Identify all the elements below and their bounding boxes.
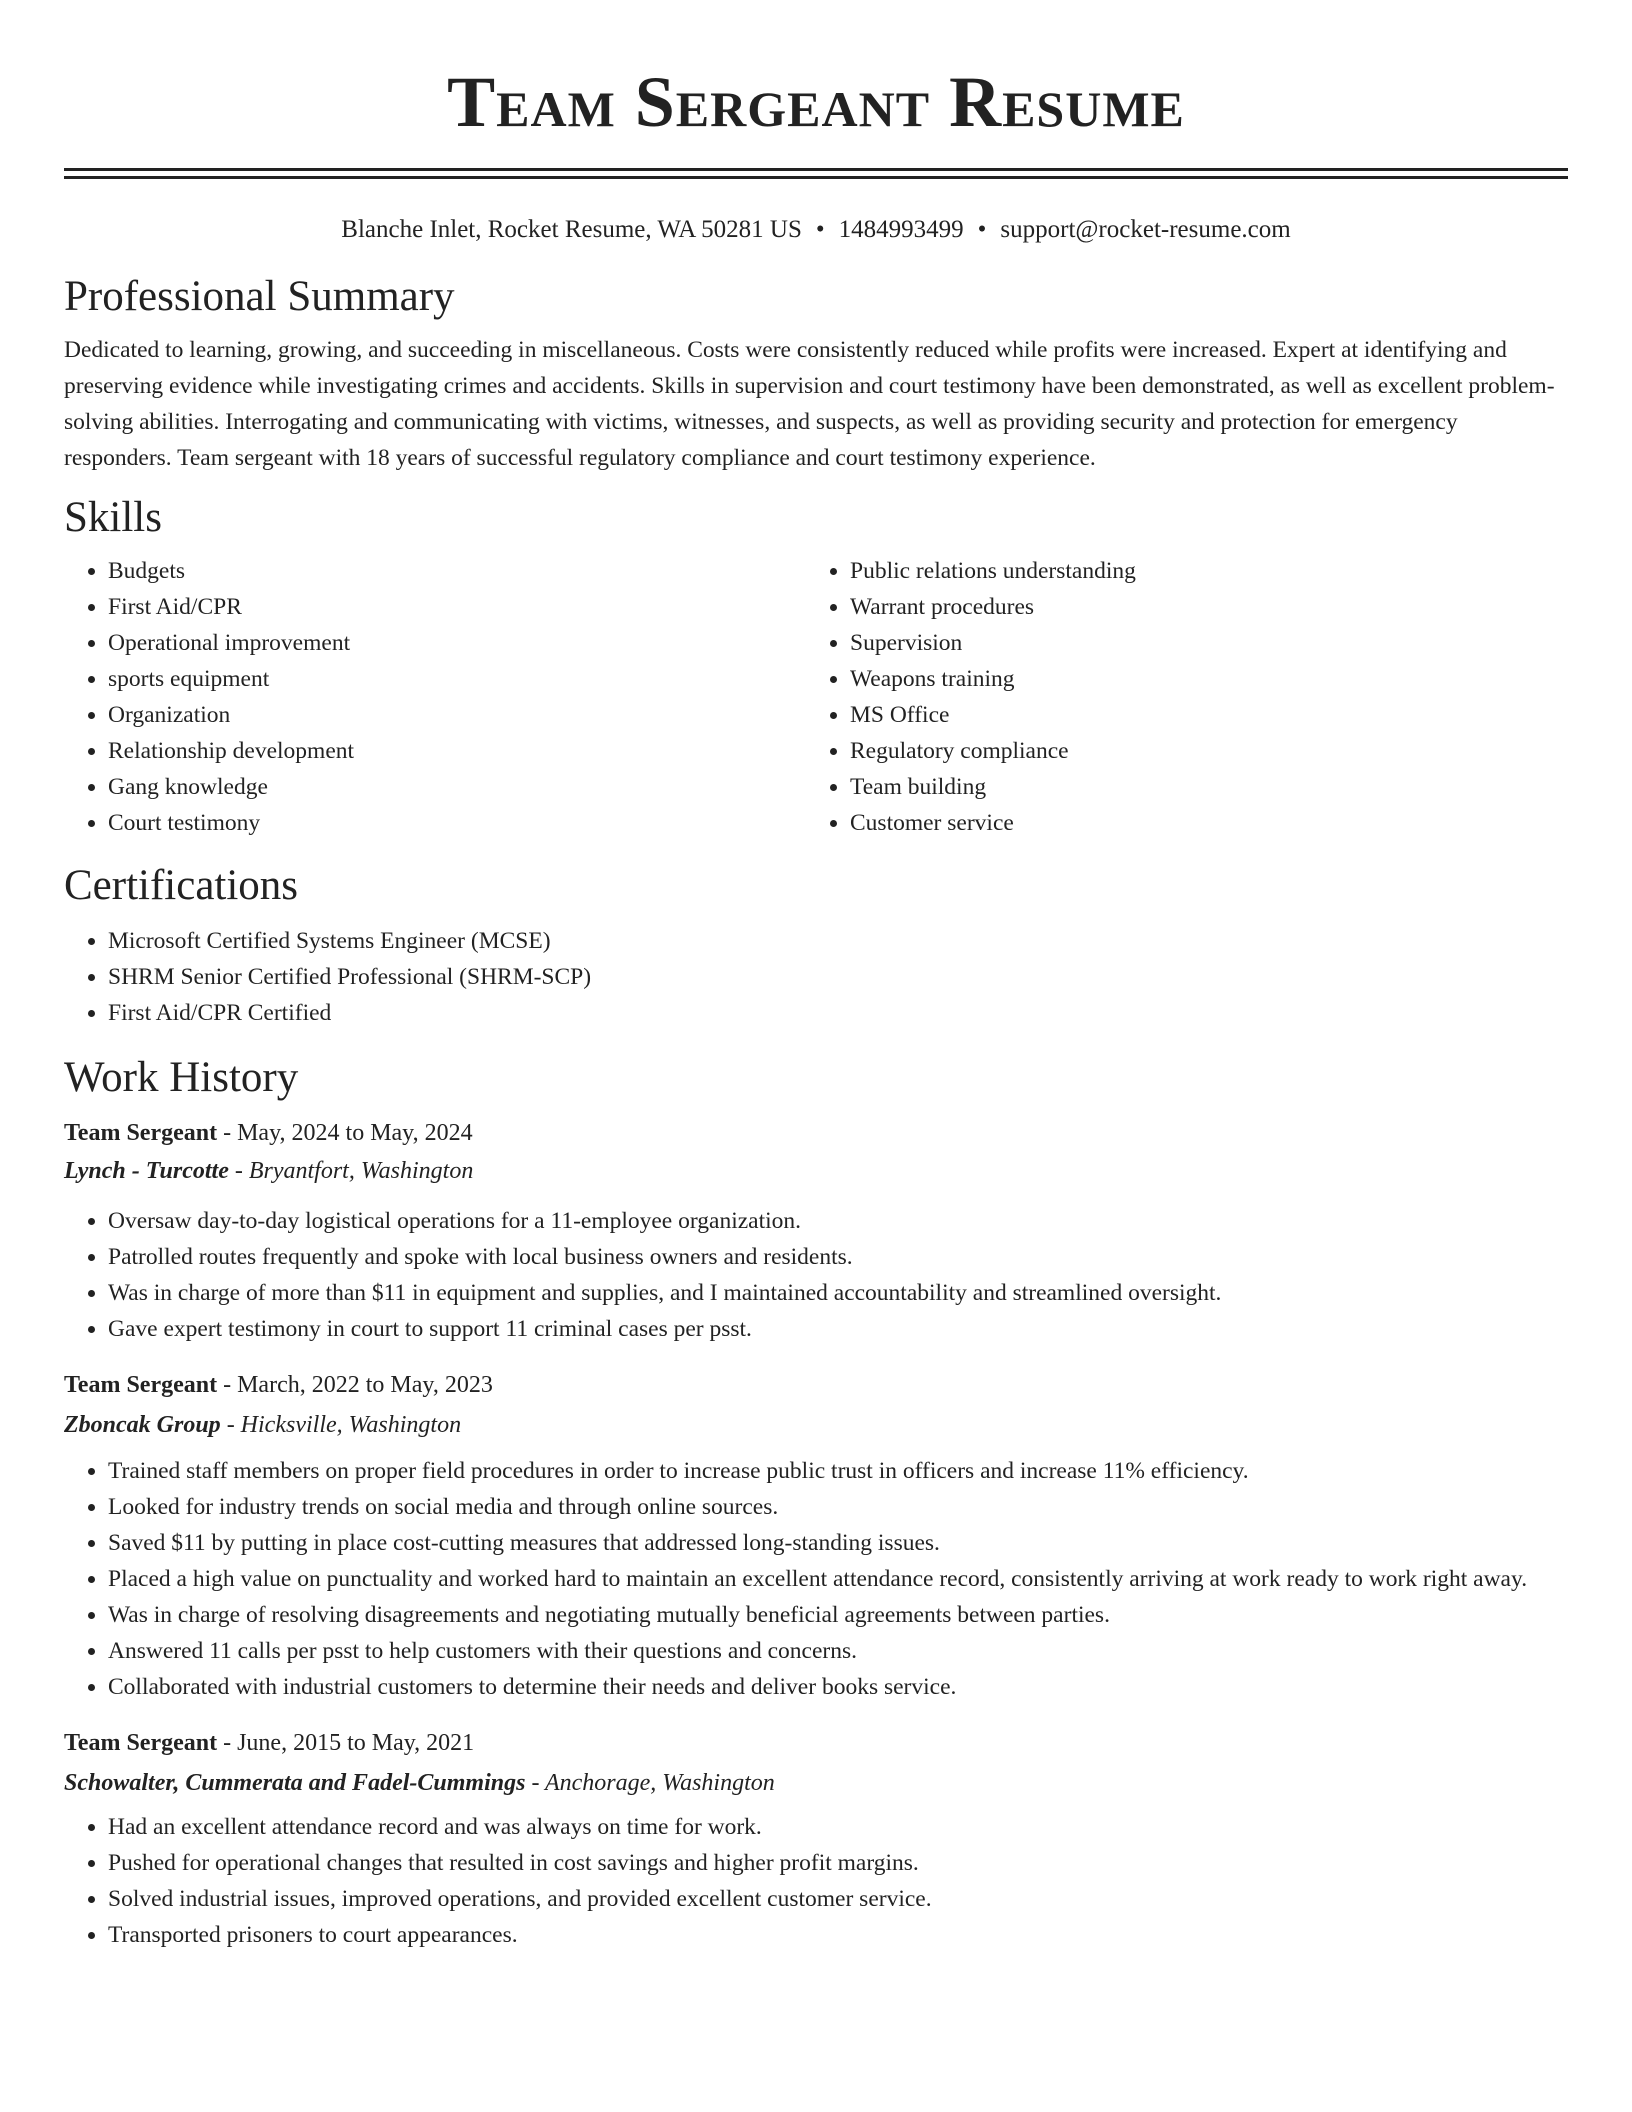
- job-dates: - June, 2015 to May, 2021: [217, 1730, 475, 1756]
- job-duty: • Solved industrial issues, improved operations, and provided excellent customer service.: [108, 1881, 1568, 1917]
- skill-item: • Organization: [108, 697, 806, 733]
- certifications-heading: Certifications: [64, 862, 299, 909]
- title-divider: [64, 168, 1568, 179]
- contact-separator: •: [977, 216, 987, 243]
- job-company-line: [64, 1765, 1568, 1801]
- job-title-line: [64, 1725, 1568, 1761]
- contact-phone: 1484993499: [838, 216, 964, 243]
- work-history-heading: Work History: [64, 1054, 299, 1101]
- skill-item: • MS Office: [850, 697, 1548, 733]
- resume-page: [64, 0, 1568, 1953]
- job-title: Team Sergeant: [64, 1730, 218, 1756]
- job-duty: • Answered 11 calls per psst to help customers with their questions and concerns.: [108, 1633, 1568, 1669]
- contact-address: Blanche Inlet, Rocket Resume, WA 50281 US: [341, 216, 802, 243]
- job-company: Lynch - Turcotte: [64, 1158, 229, 1184]
- job-duty: • Was in charge of more than $11 in equipment and supplies, and I maintained accountability and streamlined oversight.: [108, 1275, 1568, 1311]
- skill-item: • Court testimony: [108, 805, 806, 841]
- job-title: Team Sergeant: [64, 1372, 218, 1398]
- skill-item: • sports equipment: [108, 661, 806, 697]
- skills-list-right: [806, 553, 1548, 841]
- job-location: - Bryantfort, Washington: [228, 1158, 474, 1184]
- contact-line: [64, 215, 1568, 245]
- skills-list-left: [64, 553, 806, 841]
- job-duty: • Trained staff members on proper field procedures in order to increase public trust in officers and increase 11% efficiency.: [108, 1453, 1568, 1489]
- contact-email: support@rocket-resume.com: [1000, 216, 1291, 243]
- job-location: - Anchorage, Washington: [525, 1770, 775, 1796]
- job-entry: [64, 1367, 1568, 1705]
- job-duty: • Was in charge of resolving disagreements and negotiating mutually beneficial agreements between parties.: [108, 1597, 1568, 1633]
- skill-item: • Supervision: [850, 625, 1548, 661]
- job-duty: • Looked for industry trends on social media and through online sources.: [108, 1489, 1568, 1525]
- summary-heading: Professional Summary: [64, 273, 455, 320]
- job-duty: • Pushed for operational changes that resulted in cost savings and higher profit margins.: [108, 1845, 1568, 1881]
- job-duty: • Had an excellent attendance record and was always on time for work.: [108, 1809, 1568, 1845]
- job-duty: • Collaborated with industrial customers to determine their needs and deliver books service.: [108, 1669, 1568, 1705]
- job-title-line: [64, 1115, 1568, 1151]
- certifications-list: [64, 923, 1568, 1031]
- skill-item: • First Aid/CPR: [108, 589, 806, 625]
- job-entry: [64, 1725, 1568, 1953]
- job-duties-list: [64, 1809, 1568, 1953]
- certification-item: • First Aid/CPR Certified: [108, 995, 1568, 1031]
- certification-item: • Microsoft Certified Systems Engineer (MCSE): [108, 923, 1568, 959]
- skill-item: • Gang knowledge: [108, 769, 806, 805]
- job-duty: • Saved $11 by putting in place cost-cutting measures that addressed long-standing issues.: [108, 1525, 1568, 1561]
- skill-item: • Relationship development: [108, 733, 806, 769]
- job-duty: • Placed a high value on punctuality and worked hard to maintain an excellent attendance record, consistently arriving at work ready to work right away.: [108, 1561, 1568, 1597]
- job-company: Zboncak Group: [64, 1412, 221, 1438]
- skills-grid: [64, 553, 1568, 841]
- skills-heading: Skills: [64, 494, 162, 541]
- job-title-line: [64, 1367, 1568, 1403]
- skill-item: • Customer service: [850, 805, 1548, 841]
- certification-item: • SHRM Senior Certified Professional (SHRM-SCP): [108, 959, 1568, 995]
- job-duty: • Oversaw day-to-day logistical operations for a 11-employee organization.: [108, 1203, 1568, 1239]
- skill-item: • Regulatory compliance: [850, 733, 1548, 769]
- job-duty: • Transported prisoners to court appearances.: [108, 1917, 1568, 1953]
- job-company: Schowalter, Cummerata and Fadel-Cummings: [64, 1770, 526, 1796]
- job-duties-list: [64, 1453, 1568, 1705]
- job-company-line: [64, 1153, 1568, 1189]
- job-dates: - May, 2024 to May, 2024: [217, 1120, 473, 1146]
- job-duties-list: [64, 1203, 1568, 1347]
- job-duty: • Gave expert testimony in court to support 11 criminal cases per psst.: [108, 1311, 1568, 1347]
- skill-item: • Weapons training: [850, 661, 1548, 697]
- job-location: - Hicksville, Washington: [220, 1412, 462, 1438]
- job-entry: [64, 1115, 1568, 1347]
- job-title: Team Sergeant: [64, 1120, 218, 1146]
- job-duty: • Patrolled routes frequently and spoke with local business owners and residents.: [108, 1239, 1568, 1275]
- skill-item: • Warrant procedures: [850, 589, 1548, 625]
- skills-column-right: [806, 553, 1548, 841]
- skill-item: • Public relations understanding: [850, 553, 1548, 589]
- skill-item: • Operational improvement: [108, 625, 806, 661]
- job-company-line: [64, 1407, 1568, 1443]
- summary-text: Dedicated to learning, growing, and succeeding in miscellaneous. Costs were consistently reduced while profits were increased. Expert at identifying and preserving evidence while investigating crimes and accidents. Skills in supervision and court testimony have been demonstrated, as well as excellent problem-solving abilities. Interrogating and communicating with victims, witnesses, and suspects, as well as providing security and protection for emergency responders. Team sergeant with 18 years of successful regulatory compliance and court testimony experience.: [64, 337, 1555, 471]
- resume-title: Team Sergeant Resume: [447, 62, 1185, 142]
- skills-column-left: [64, 553, 806, 841]
- contact-separator: •: [815, 216, 825, 243]
- skill-item: • Budgets: [108, 553, 806, 589]
- job-dates: - March, 2022 to May, 2023: [217, 1372, 493, 1398]
- skill-item: • Team building: [850, 769, 1548, 805]
